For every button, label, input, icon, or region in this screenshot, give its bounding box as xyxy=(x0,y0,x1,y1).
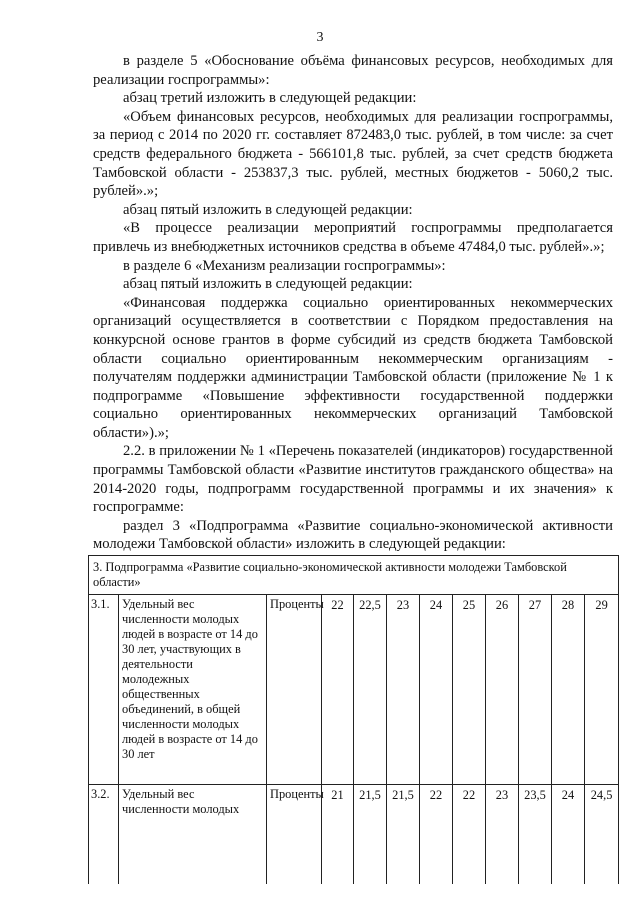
value-cell: 26 xyxy=(486,595,519,785)
paragraph-section3: раздел 3 «Подпрограмма «Развитие социально-экономической активности молодежи Тамбовской области» изложить в следующей редакции: xyxy=(93,517,613,553)
paragraph-funding-volume: «Объем финансовых ресурсов, необходимых для реализации госпрограммы, за период с 2014 по 2020 гг. составляет 872483,0 тыс. рублей, в том числе: за счет средств федерального бюджета - 566101,8 тыс. рублей, за счет средств бюджета Тамбовской области - 253837,3 тыс. рублей, местных бюджетов - 5060,2 тыс. рублей».»; xyxy=(93,108,613,200)
table-row xyxy=(89,785,619,885)
value-cell: 23,5 xyxy=(519,785,552,885)
value-cell: 24,5 xyxy=(585,785,619,885)
value-cell: 24 xyxy=(420,595,453,785)
paragraph-section6: в разделе 6 «Механизм реализации госпрограммы»: xyxy=(123,257,446,274)
value-cell: 23 xyxy=(486,785,519,885)
value-cell: 22 xyxy=(322,595,354,785)
indicator-name: Удельный вес численности молодых xyxy=(119,785,267,885)
indicator-name: Удельный вес численности молодых людей в возрасте от 14 до 30 лет, участвующих в деятельности молодежных общественных объединений, в общей численности молодых людей в возрасте от 14 до 30 лет xyxy=(119,595,267,785)
row-number: 3.1. xyxy=(89,595,119,785)
paragraph-abzac5-section6: абзац пятый изложить в следующей редакции: xyxy=(123,276,413,293)
value-cell: 22 xyxy=(420,785,453,885)
paragraph-item-2-2: 2.2. в приложении № 1 «Перечень показателей (индикаторов) государственной программы Тамбовской области «Развитие институтов гражданского общества» на 2014-2020 годы, подпрограмм государственной программы и их значения» к госпрограмме: xyxy=(93,443,613,516)
value-cell: 29 xyxy=(585,595,619,785)
paragraph-abzac3: абзац третий изложить в следующей редакции: xyxy=(123,90,417,107)
subprogram-header: 3. Подпрограмма «Развитие социально-экономической активности молодежи Тамбовской области» xyxy=(89,556,619,595)
document-body xyxy=(93,52,613,554)
page-number: 3 xyxy=(316,30,324,45)
paragraph-section5: в разделе 5 «Обоснование объёма финансовых ресурсов, необходимых для реализации госпрограммы»: xyxy=(93,53,613,88)
value-cell: 21,5 xyxy=(354,785,387,885)
indicators-table xyxy=(88,555,619,884)
row-number: 3.2. xyxy=(89,785,119,885)
value-cell: 24 xyxy=(552,785,585,885)
value-cell: 23 xyxy=(387,595,420,785)
paragraph-abzac5: абзац пятый изложить в следующей редакции: xyxy=(123,201,413,218)
paragraph-financial-support: «Финансовая поддержка социально ориентированных некоммерческих организаций осуществляется в соответствии с Порядком предоставления на конкурсной основе грантов в форме субсидий из средств бюджета Тамбовской области социально ориентированным некоммерческим организациям - получателям поддержки администрации Тамбовской области (приложение № 1 к подпрограмме «Повышение эффективности государственной поддержки социально ориентированных некоммерческих организаций Тамбовской области»).»; xyxy=(93,294,613,441)
paragraph-extrabudget: «В процессе реализации мероприятий госпрограммы предполагается привлечь из внебюджетных источников средства в объеме 47484,0 тыс. рублей».»; xyxy=(93,220,613,255)
indicator-unit: Проценты xyxy=(267,785,322,885)
value-cell: 22 xyxy=(453,785,486,885)
value-cell: 21 xyxy=(322,785,354,885)
value-cell: 27 xyxy=(519,595,552,785)
value-cell: 22,5 xyxy=(354,595,387,785)
value-cell: 21,5 xyxy=(387,785,420,885)
value-cell: 25 xyxy=(453,595,486,785)
table-row xyxy=(89,595,619,785)
indicator-unit: Проценты xyxy=(267,595,322,785)
value-cell: 28 xyxy=(552,595,585,785)
